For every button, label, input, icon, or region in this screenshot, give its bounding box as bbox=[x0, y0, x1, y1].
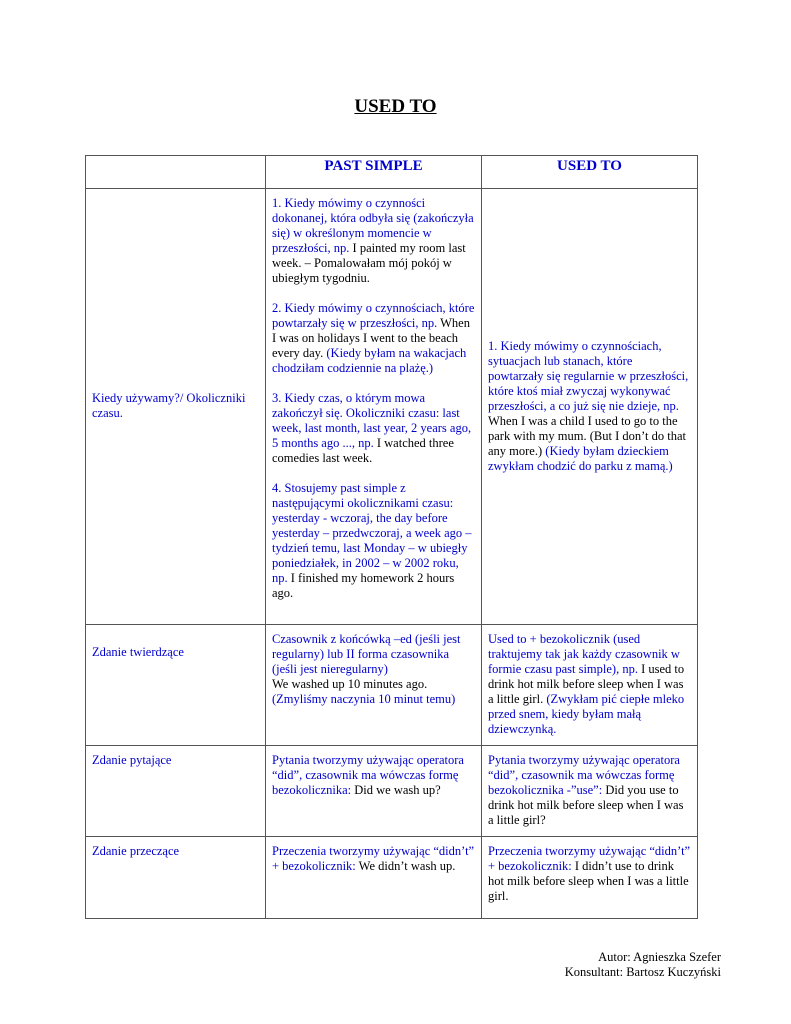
author-credit: Autor: Agnieszka Szefer bbox=[598, 950, 721, 964]
row-label bbox=[86, 837, 266, 919]
used-to-cell: Przeczenia tworzymy używając “didn’t” + bezokolicznik: I didn’t use to drink hot milk before sleep when I was a little girl. bbox=[482, 837, 698, 919]
document-title: USED TO bbox=[354, 96, 437, 117]
table-row bbox=[86, 746, 698, 837]
row-label bbox=[86, 625, 266, 746]
row-label bbox=[86, 189, 266, 625]
table-row bbox=[86, 189, 698, 625]
past-simple-cell: Przeczenia tworzymy używając “didn’t” + bezokolicznik: We didn’t wash up. bbox=[266, 837, 482, 919]
past-simple-cell: Czasownik z końcówką –ed (jeśli jest regularny) lub II forma czasownika (jeśli jest nieregularny) We washed up 10 minutes ago. (Zmyliśmy naczynia 10 minut temu) bbox=[266, 625, 482, 746]
row-label-text: Zdanie twierdzące bbox=[92, 645, 184, 659]
header-row bbox=[86, 156, 698, 189]
row-label-text: Zdanie pytające bbox=[92, 753, 172, 767]
usage-point-1: 1. Kiedy mówimy o czynności dokonanej, która odbyła się (zakończyła się) w określonym momencie w przeszłości, np. I painted my room last week. – Pomalowałam mój pokój w ubiegłym tygodniu. bbox=[272, 196, 474, 285]
used-to-cell: Pytania tworzymy używając operatora “did”, czasownik ma wówczas formę bezokolicznika -”use”: Did you use to drink hot milk before sleep when I was a little girl? bbox=[482, 746, 698, 837]
consultant-credit: Konsultant: Bartosz Kuczyński bbox=[564, 965, 721, 979]
used-to-usage: 1. Kiedy mówimy o czynnościach, sytuacjach lub stanach, które powtarzały się regularnie w przeszłości, które ktoś miał zwyczaj wykonywać przeszłości, a co już się nie dzieje, np. When I was a child I used to go to the park with my mum. (But I don’t do that any more.) (Kiedy byłam dzieckiem zwykłam chodzić do parku z mamą.) bbox=[488, 338, 689, 473]
header-empty bbox=[86, 156, 266, 189]
used-to-cell: Used to + bezokolicznik (used traktujemy tak jak każdy czasownik w formie czasu past simple), np. I used to drink hot milk before sleep when I was a little girl. (Zwykłam pić ciepłe mleko przed snem, kiedy byłam małą dziewczynką. bbox=[482, 625, 698, 746]
row-label bbox=[86, 746, 266, 837]
table-row bbox=[86, 837, 698, 919]
grammar-table bbox=[85, 155, 698, 919]
header-past-simple: PAST SIMPLE bbox=[266, 156, 482, 189]
header-used-to: USED TO bbox=[482, 156, 698, 189]
used-to-cell bbox=[482, 189, 698, 625]
row-label-text: Zdanie przeczące bbox=[92, 844, 180, 858]
usage-point-3: 3. Kiedy czas, o którym mowa zakończył się. Okoliczniki czasu: last week, last month, last year, 2 years ago, 5 months ago ..., np. I watched three comedies last week. bbox=[272, 391, 472, 465]
usage-point-2: 2. Kiedy mówimy o czynnościach, które powtarzały się w przeszłości, np. When I was on holidays I went to the beach every day. (Kiedy byłam na wakacjach chodziłam codziennie na plażę.) bbox=[272, 301, 475, 375]
usage-point-4: 4. Stosujemy past simple z następującymi okolicznikami czasu: yesterday - wczoraj, the day before yesterday – przedwczoraj, a week ago – tydzień temu, last Monday – w ubiegły poniedziałek, in 2002 – w 2002 roku, np. I finished my homework 2 hours ago. bbox=[272, 481, 472, 600]
footer bbox=[565, 950, 721, 980]
past-simple-cell bbox=[266, 189, 482, 625]
past-simple-cell: Pytania tworzymy używając operatora “did”, czasownik ma wówczas formę bezokolicznika: Did we wash up? bbox=[266, 746, 482, 837]
table-row bbox=[86, 625, 698, 746]
row-label-text: Kiedy używamy?/ Okoliczniki czasu. bbox=[92, 391, 246, 420]
